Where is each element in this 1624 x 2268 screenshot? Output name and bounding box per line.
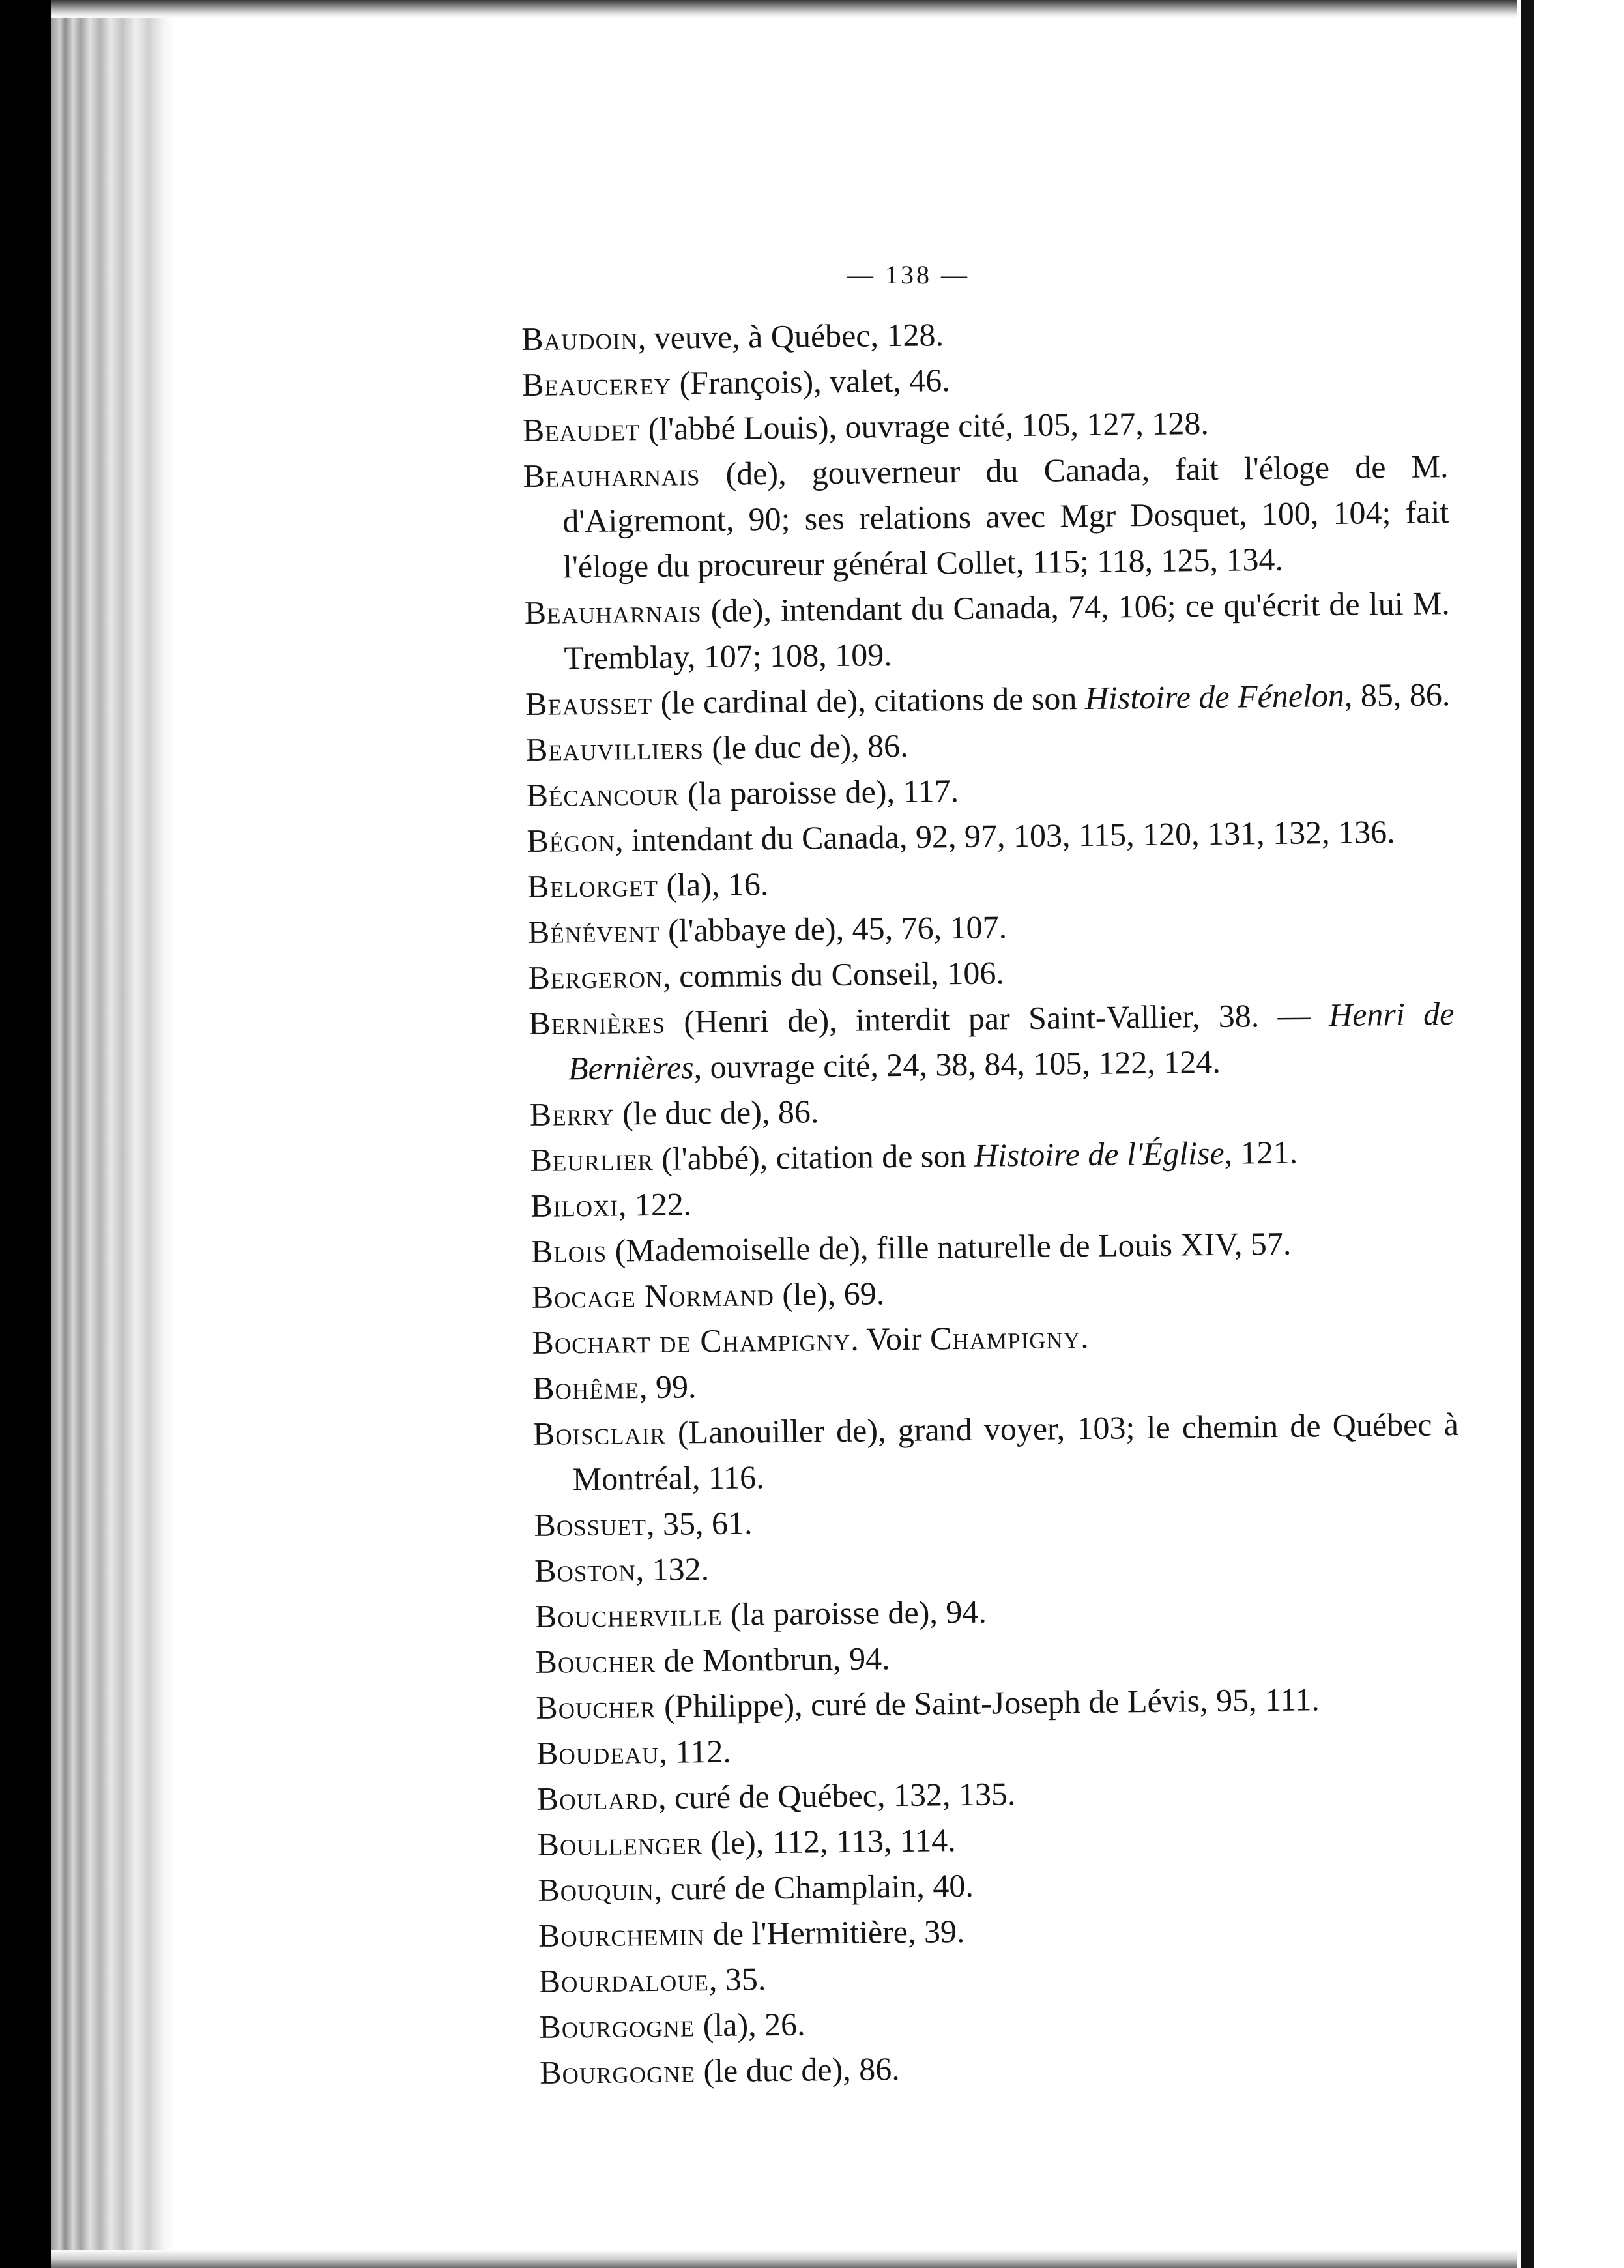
entry-headword: Bossuet — [534, 1505, 647, 1543]
entry-text: de Montbrun, 94. — [655, 1640, 890, 1679]
entry-text: , veuve, à Québec, 128. — [637, 316, 944, 356]
entry-text: , 132. — [635, 1550, 710, 1588]
entry-title-italic: Histoire de Fénelon — [1084, 676, 1345, 716]
entry-text: (de), intendant du Canada, 74, 106; ce qu'écrit de lui M. Tremblay, 107; 108, 109. — [564, 585, 1450, 676]
entry-headword: Boucher — [536, 1687, 656, 1726]
scan-shadow-top — [51, 0, 1517, 18]
entry-headword: Beausset — [525, 684, 653, 722]
entry-headword: Beurlier — [530, 1140, 654, 1178]
scan-shadow-bottom — [51, 2250, 1517, 2268]
entry-text: , 35. — [708, 1960, 766, 1998]
entry-text: (François), valet, 46. — [671, 362, 951, 401]
entry-headword: Baudoin — [521, 319, 639, 357]
entry-text: , 99. — [639, 1368, 697, 1406]
entry-text: (le cardinal de), citations de son — [652, 679, 1086, 721]
entry-text: de l'Hermitière, 39. — [704, 1913, 965, 1953]
entry-text: , commis du Conseil, 106. — [662, 954, 1005, 995]
entry-text: (la paroisse de), 117. — [679, 772, 959, 812]
entry-headword: Bourgogne — [539, 2052, 696, 2091]
entry-text: . Voir — [850, 1320, 931, 1358]
entry-text: , ouvrage cité, 24, 38, 84, 105, 122, 124. — [693, 1043, 1221, 1086]
entry-text: (de), gouverneur du Canada, fait l'éloge de M. d'Aigremont, 90; ses relations avec Mgr Dosquet, 100, 104; fait l'éloge du procureur général Collet, 115; 118, 125, 134. — [562, 448, 1449, 585]
entry-text: (Philippe), curé de Saint-Joseph de Lévis, 95, 111. — [656, 1681, 1320, 1724]
entry-headword: Bourdaloue — [538, 1961, 710, 1999]
entry-text: (Lanouiller de), grand voyer, 103; le chemin de Québec à Montréal, 116. — [572, 1406, 1459, 1498]
entry-title-italic: Henri de Bernières — [568, 995, 1455, 1087]
entry-headword: Bernières — [529, 1003, 666, 1041]
entry-headword: Bohême — [532, 1369, 640, 1406]
entry-headword: Boulard — [536, 1779, 659, 1817]
entry-headword: Boston — [534, 1551, 636, 1589]
entry-headword: Boucher — [535, 1642, 656, 1680]
entry-headword: Blois — [530, 1232, 607, 1270]
entry-headword: Bourchemin — [538, 1915, 705, 1954]
scan-border-left — [0, 0, 51, 2268]
index-entry — [524, 580, 1450, 681]
entry-headword: Champigny — [929, 1318, 1081, 1357]
entry-headword: Bochart de Champigny — [532, 1320, 851, 1361]
entry-headword: Bourgogne — [539, 2007, 695, 2045]
entry-text: , 35, 61. — [646, 1504, 753, 1543]
entry-headword: Beauharnais — [523, 456, 701, 494]
entry-text: (la), 26. — [694, 2005, 805, 2044]
entry-title-italic: Histoire de l'Église — [974, 1134, 1225, 1174]
scan-margin-right — [1534, 0, 1624, 2268]
entry-headword: Biloxi — [530, 1186, 619, 1224]
entry-headword: Belorget — [527, 866, 659, 905]
entry-headword: Bécancour — [526, 775, 680, 813]
entry-headword: Berry — [529, 1095, 615, 1133]
entry-headword: Bénévent — [527, 912, 660, 950]
entry-text: , intendant du Canada, 92, 97, 103, 115, 120, 131, 132, 136. — [615, 813, 1395, 858]
entry-headword: Beauvilliers — [525, 729, 704, 768]
entry-text: (l'abbé), citation de son — [653, 1137, 975, 1177]
entry-headword: Bégon — [527, 821, 616, 859]
entry-text: (le duc de), 86. — [614, 1093, 819, 1132]
entry-text: , 85, 86. — [1344, 676, 1451, 714]
book-page-edges — [51, 13, 175, 2255]
entry-headword: Bouquin — [537, 1870, 654, 1908]
entry-headword: Boudeau — [536, 1733, 660, 1771]
index-list — [521, 306, 1466, 2095]
entry-text: (la), 16. — [658, 865, 769, 903]
scan-border-right — [1521, 0, 1534, 2268]
entry-headword: Beauharnais — [524, 592, 702, 631]
entry-text: (Henri de), interdit par Saint-Vallier, 38. — — [665, 996, 1329, 1040]
entry-headword: Boucherville — [534, 1595, 723, 1635]
entry-headword: Beaudet — [522, 411, 641, 448]
entry-headword: Boullenger — [537, 1824, 703, 1863]
entry-text: (la paroisse de), 94. — [722, 1593, 987, 1633]
entry-headword: Bocage Normand — [531, 1276, 775, 1315]
entry-headword: Beaucerey — [521, 364, 672, 403]
entry-text: , 122. — [618, 1185, 692, 1223]
index-entry — [540, 2040, 1466, 2095]
entry-text: (le), 112, 113, 114. — [702, 1822, 956, 1861]
entry-text: (l'abbaye de), 45, 76, 107. — [660, 909, 1008, 949]
entry-text: , curé de Champlain, 40. — [654, 1867, 974, 1907]
entry-text: . — [1080, 1318, 1089, 1356]
index-entry — [525, 671, 1451, 727]
page-number: — 138 — — [847, 260, 970, 289]
entry-text: , 112. — [658, 1732, 732, 1770]
entry-text: (Mademoiselle de), fille naturelle de Louis XIV, 57. — [606, 1225, 1292, 1269]
entry-text: (le), 69. — [774, 1275, 885, 1313]
index-entry — [533, 1401, 1459, 1502]
entry-text: (le duc de), 86. — [703, 727, 908, 766]
entry-text: , curé de Québec, 132, 135. — [658, 1775, 1016, 1816]
entry-text: , 121. — [1224, 1133, 1298, 1171]
entry-headword: Boisclair — [532, 1414, 666, 1452]
index-entry — [527, 808, 1453, 864]
entry-text: (l'abbé Louis), ouvrage cité, 105, 127, 128. — [639, 404, 1210, 448]
entry-headword: Bergeron — [528, 957, 663, 996]
index-entry — [523, 443, 1449, 590]
entry-text: (le duc de), 86. — [695, 2050, 900, 2089]
index-entry — [529, 991, 1455, 1092]
